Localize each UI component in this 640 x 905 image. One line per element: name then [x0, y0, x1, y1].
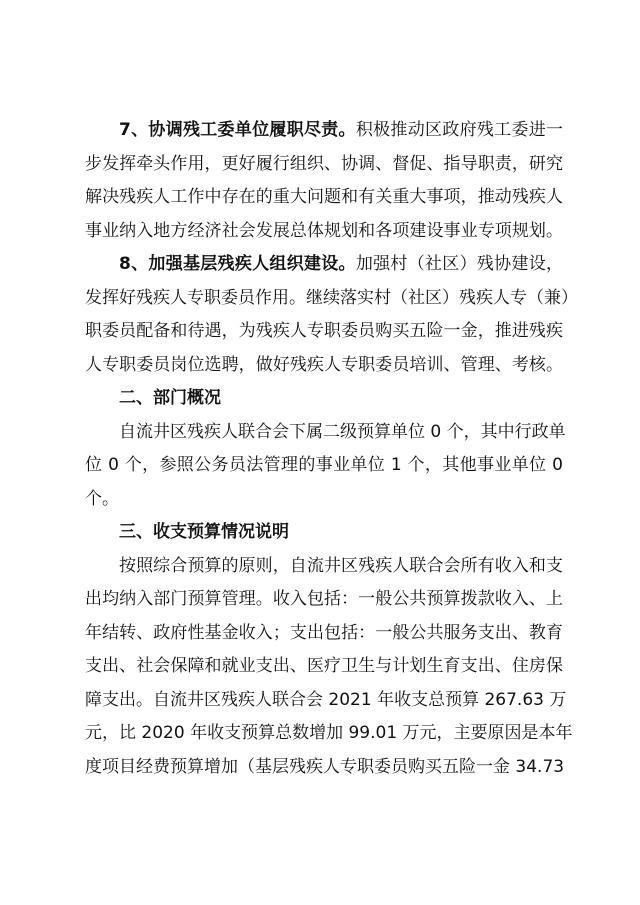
section-3-heading: 三、收支预算情况说明 [119, 522, 289, 542]
section-2-line-2: 位 0 个，参照公务员法管理的事业单位 1 个，其他事业单位 0 [85, 455, 563, 475]
section-3-line-3: 年结转、政府性基金收入；支出包括：一般公共服务支出、教育 [85, 622, 563, 643]
p8-line-1-rest: 加强村（社区）残协建设， [355, 254, 564, 274]
p8-line-4: 人专职委员岗位选聘，做好残疾人专职委员培训、管理、考核。 [85, 354, 563, 375]
p8-line-2: 发挥好残疾人专职委员作用。继续落实村（社区）残疾人专（兼） [85, 287, 578, 308]
p8-line-1 [85, 248, 563, 282]
section-3-line-7: 度项目经费预算增加（基层残疾人专职委员购买五险一金 34.73 [85, 756, 565, 777]
section-3-line-2: 出均纳入部门预算管理。收入包括：一般公共预算拨款收入、上 [85, 589, 563, 609]
p7-line-3: 解决残疾人工作中存在的重大问题和有关重大事项，推动残疾人 [85, 187, 563, 207]
section-3-line-1: 按照综合预算的原则，自流井区残疾人联合会所有收入和支 [119, 555, 563, 576]
section-3-line-5: 障支出。自流井区残疾人联合会 2021 年收支总预算 267.63 万 [85, 689, 567, 710]
p7-line-4: 事业纳入地方经济社会发展总体规划和各项建设事业专项规划。 [85, 220, 563, 241]
p8-lead: 8、加强基层残疾人组织建设。 [119, 254, 356, 274]
p8-line-3: 职委员配备和待遇，为残疾人专职委员购买五险一金，推进残疾 [85, 321, 563, 341]
p7-lead: 7、协调残工委单位履职尽责。 [119, 120, 356, 140]
p7-line-2: 步发挥牵头作用，更好履行组织、协调、督促、指导职责，研究 [85, 153, 563, 174]
section-2-line-1: 自流井区残疾人联合会下属二级预算单位 0 个，其中行政单 [119, 421, 566, 442]
section-2-line-3: 个。 [85, 488, 119, 509]
section-3-line-4: 支出、社会保障和就业支出、医疗卫生与计划生育支出、住房保 [85, 656, 563, 676]
p7-line-1 [85, 114, 563, 148]
section-2-heading: 二、部门概况 [119, 388, 221, 408]
p7-line-1-rest: 积极推动区政府残工委进一 [355, 120, 564, 140]
section-3-line-6: 元，比 2020 年收支预算总数增加 99.01 万元，主要原因是本年 [85, 723, 573, 743]
document-page [85, 114, 578, 784]
